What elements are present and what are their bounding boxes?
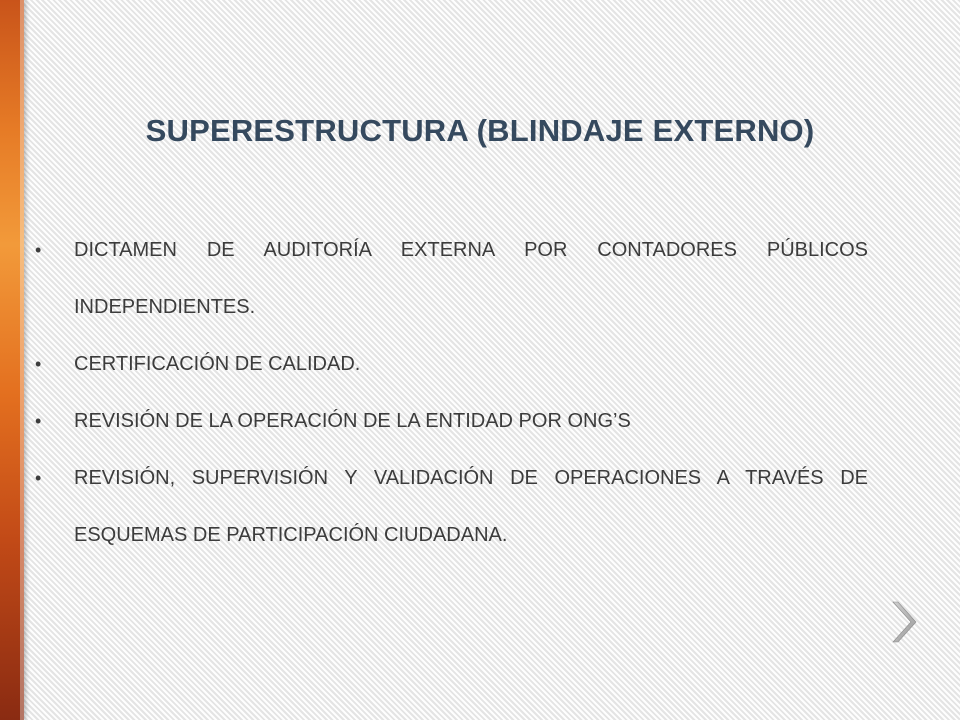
list-item-text: REVISIÓN DE LA OPERACIÓN DE LA ENTIDAD POR ONG’S [74, 410, 631, 432]
list-item-text: DICTAMEN DE AUDITORÍA EXTERNA POR CONTADORES PÚBLICOS INDEPENDIENTES. [74, 239, 868, 318]
list-item-text: REVISIÓN, SUPERVISIÓN Y VALIDACIÓN DE OPERACIONES A TRAVÉS DE ESQUEMAS DE PARTICIPACIÓN CIUDADANA. [74, 467, 868, 546]
bullet-icon: • [35, 354, 42, 374]
bullet-icon: • [35, 411, 42, 431]
bullet-icon: • [35, 468, 42, 488]
slide-title: SUPERESTRUCTURA (BLINDAJE EXTERNO) [145, 112, 815, 148]
list-item [32, 222, 868, 336]
list-item-text: CERTIFICACIÓN DE CALIDAD. [74, 353, 361, 375]
chevron-right-icon [887, 598, 917, 646]
next-slide-button[interactable] [882, 596, 922, 648]
bullet-list-container [32, 222, 868, 564]
list-item [32, 336, 868, 393]
bullet-list [32, 222, 868, 564]
list-item [32, 450, 868, 564]
accent-band [0, 0, 24, 720]
bullet-icon: • [35, 240, 42, 260]
list-item [32, 393, 868, 450]
